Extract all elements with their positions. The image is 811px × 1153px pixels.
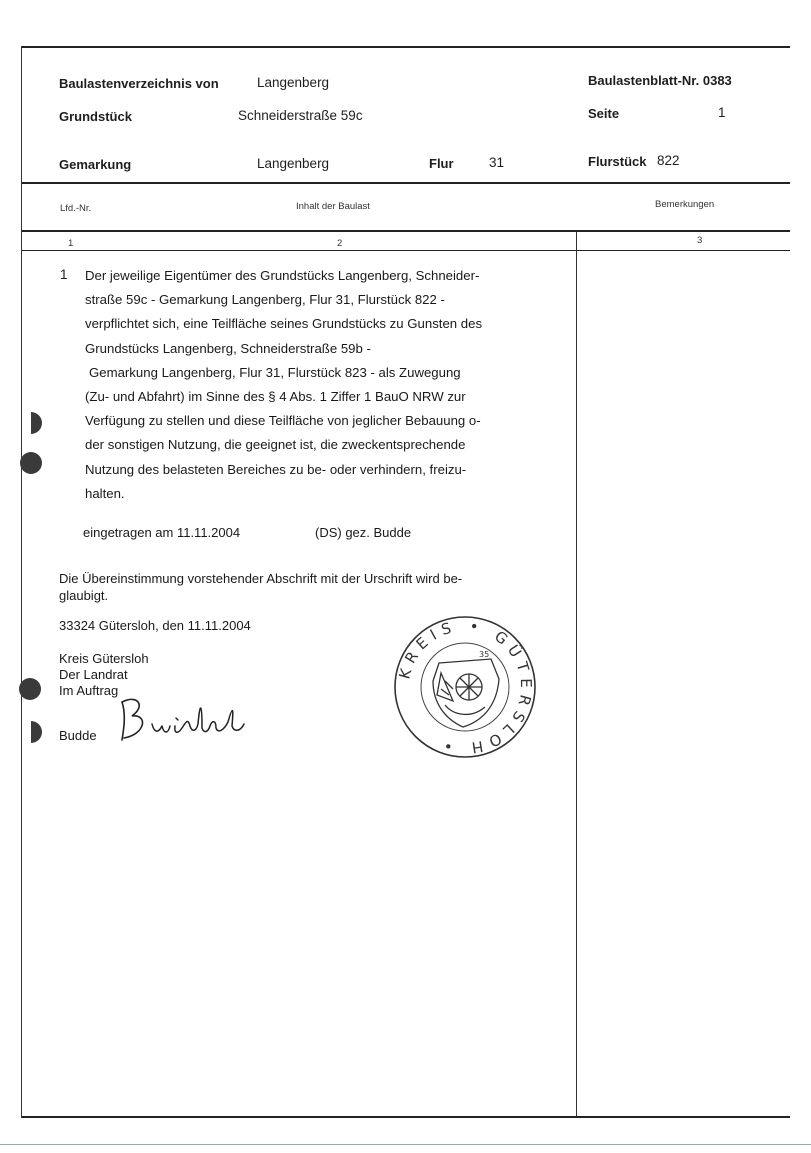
baulastenblatt-number: Baulastenblatt-Nr. 0383 [588,73,732,88]
verzeichnis-value: Langenberg [257,75,330,90]
entry-line: Gemarkung Langenberg, Flur 31, Flurstück 823 - als Zuwegung [89,364,461,380]
eingetragen-date: eingetragen am 11.11.2004 [83,525,241,540]
seite-value: 1 [718,105,726,120]
gemarkung-label: Gemarkung [59,157,132,172]
authority-line-2: Der Landrat [59,667,128,682]
column-lfd-label: Lfd.-Nr. [60,203,92,214]
ds-signed: (DS) gez. Budde [315,525,412,540]
entry-line: der sonstigen Nutzung, die geeignet ist, die zweckentsprechende [85,437,466,453]
authority-line-3: Im Auftrag [59,683,119,698]
grundstueck-value: Schneiderstraße 59c [238,108,363,123]
punch-hole-4 [20,721,42,743]
flurstueck-value: 822 [657,153,680,168]
certification-line-1: Die Übereinstimmung vorstehender Abschrift mit der Urschrift wird be- [59,571,463,586]
entry-line: halten. [85,485,125,501]
authority-line-1: Kreis Gütersloh [59,651,149,666]
verzeichnis-label: Baulastenverzeichnis von [59,76,219,91]
place-date: 33324 Gütersloh, den 11.11.2004 [59,618,251,633]
gemarkung-value: Langenberg [257,156,330,171]
header-rule [22,182,790,184]
column-bemerkungen-label: Bemerkungen [655,199,715,210]
kreis-guetersloh-seal [393,615,537,759]
punch-hole-3 [19,678,41,700]
column-divider [576,232,577,1118]
entry-line: straße 59c - Gemarkung Langenberg, Flur 31, Flurstück 822 - [85,292,445,308]
punch-hole-1 [20,412,42,434]
left-border [21,46,22,1118]
handwritten-signature [112,688,252,748]
column-number-2: 2 [337,238,343,249]
signer-name: Budde [59,728,97,743]
seite-label: Seite [588,106,620,121]
entry-line: Nutzung des belasteten Bereiches zu be- oder verhindern, freizu- [85,461,467,477]
flur-label: Flur [429,156,454,171]
column-inhalt-label: Inhalt der Baulast [296,201,370,212]
column-number-rule [22,250,790,251]
svg-text:KREIS • GÜTERSLOH •: KREIS • GÜTERSLOH • [395,616,536,758]
entry-line: verpflichtet sich, eine Teilfläche seines Grundstücks zu Gunsten des [85,316,483,332]
punch-hole-2 [20,452,42,474]
entry-line: (Zu- und Abfahrt) im Sinne des § 4 Abs. 1 Ziffer 1 BauO NRW zur [85,389,466,405]
coat-of-arms-icon [433,659,499,727]
certification-line-2: glaubigt. [59,588,109,603]
entry-number: 1 [60,267,68,282]
page-edge-line [0,1144,811,1145]
flur-value: 31 [489,155,505,170]
entry-line: Der jeweilige Eigentümer des Grundstücks Langenberg, Schneider- [85,268,480,283]
svg-text:35: 35 [479,650,490,659]
column-number-1: 1 [68,238,74,249]
entry-text [85,264,525,506]
column-number-3: 3 [697,235,703,246]
flurstueck-label: Flurstück [588,154,647,169]
grundstueck-label: Grundstück [59,109,132,124]
top-rule [22,46,790,48]
column-header-rule [22,230,790,232]
bottom-rule [22,1116,790,1118]
entry-line: Grundstücks Langenberg, Schneiderstraße 59b - [85,340,371,356]
entry-line: Verfügung zu stellen und diese Teilfläche von jeglicher Bebauung o- [85,413,481,429]
